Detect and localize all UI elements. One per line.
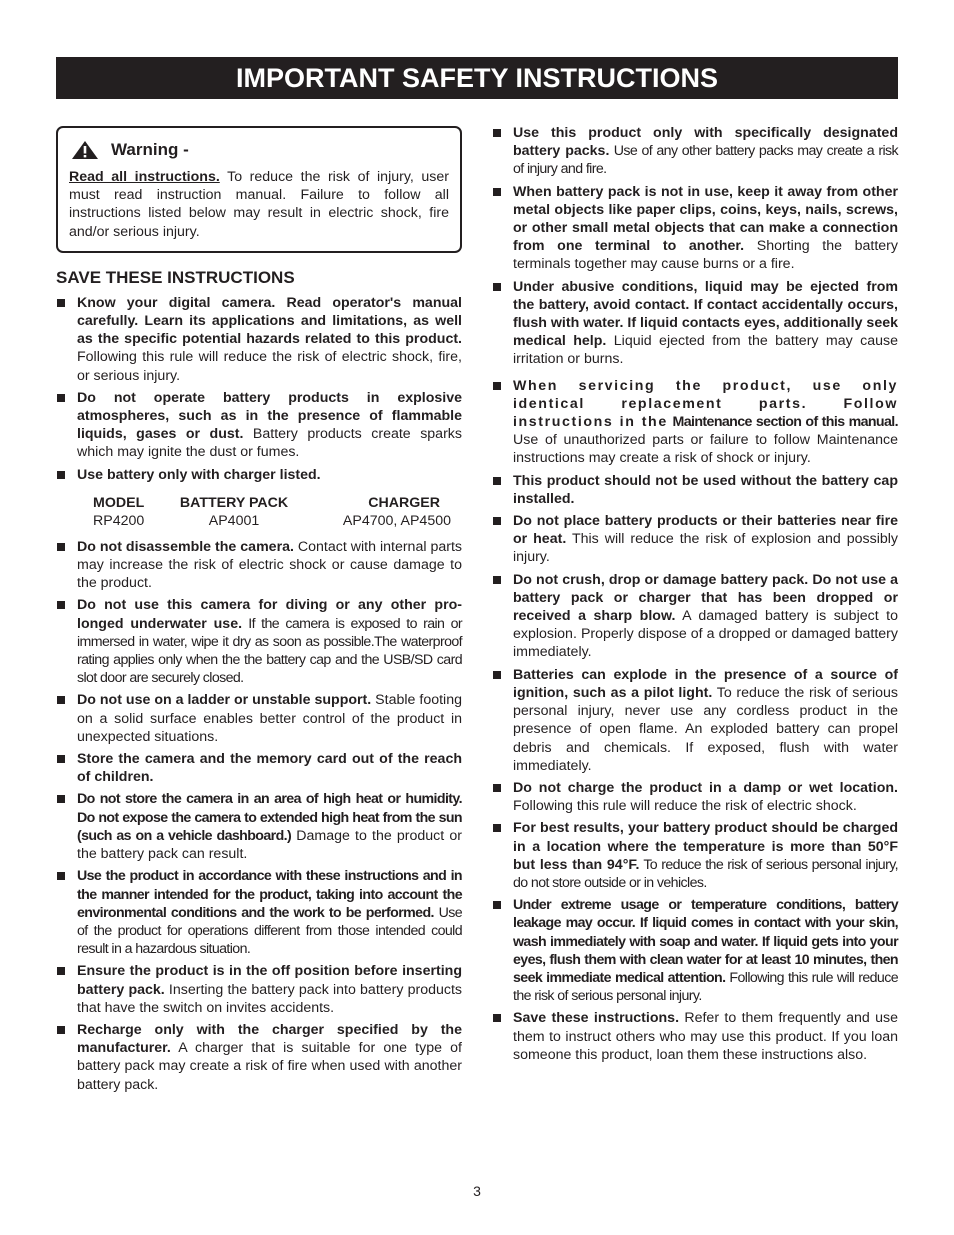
list-item xyxy=(56,1021,462,1094)
bullet-icon xyxy=(57,755,65,763)
list-item xyxy=(492,666,898,775)
item-bold: Use this product only with specifically designated battery packs. xyxy=(513,125,898,160)
list-item xyxy=(492,512,898,567)
table-cell: RP4200 xyxy=(93,512,145,529)
table-header: MODEL xyxy=(93,494,145,511)
right-column xyxy=(492,124,898,1068)
table-cell: AP4700, AP4500 xyxy=(342,512,451,529)
item-bold: Do not charge the product in a damp or wet location. xyxy=(513,779,898,796)
item-text: Refer to them frequently and use them to instruct others who may use this product. If you loan someone this product, loan them these instructions also. xyxy=(513,1010,898,1063)
list-item xyxy=(492,124,898,179)
item-bold: For best results, your battery product should be charged in a location where the temperature is more than 50°F but less than 94°F. xyxy=(513,820,898,873)
warning-title: Warning - xyxy=(111,139,189,159)
item-bold: Use battery only with charger listed. xyxy=(77,466,321,483)
item-text: Following this rule will reduce the risk of electric shock, fire, or serious injury. xyxy=(77,349,462,384)
list-item xyxy=(492,278,898,369)
item-bold: Know your digital camera. Read operator's manual carefully. Learn its applications and limitations, as well as the specific potential hazards related to this product. xyxy=(77,294,462,348)
item-bold: Do not place battery products or their batteries near fire or heat. xyxy=(513,513,898,548)
warning-header xyxy=(71,140,449,160)
item-bold: Store the camera and the memory card out of the reach of children. xyxy=(77,751,462,786)
list-item xyxy=(56,867,462,958)
list-item xyxy=(492,183,898,274)
list-item xyxy=(56,790,462,863)
list-item xyxy=(56,466,462,484)
warning-lead: Read all instructions. xyxy=(69,169,220,185)
list-item xyxy=(56,389,462,462)
bullet-icon xyxy=(493,824,501,832)
bullet-icon xyxy=(57,1026,65,1034)
list-item xyxy=(56,538,462,593)
item-bold: Batteries can explode in the presence of a source of ignition, such as a pilot light. xyxy=(513,666,898,701)
item-text: Use of any other battery packs may create a risk of injury and fire. xyxy=(513,143,898,178)
item-bold: Under abusive conditions, liquid may be ejected from the battery, avoid contact. If contact accidentally occurs, flush with water. If liquid contacts eyes, additionally seek medical help. xyxy=(513,278,898,350)
bullet-icon xyxy=(493,188,501,196)
bullet-icon xyxy=(493,382,501,390)
item-text: Contact with internal parts may increase the risk of electric shock or cause damage to the product. xyxy=(77,538,462,592)
list-item xyxy=(56,294,462,385)
bullet-icon xyxy=(493,671,501,679)
item-text: Inserting the battery pack into battery products that have the switch on invites accidents. xyxy=(77,981,462,1016)
list-item xyxy=(492,1009,898,1064)
item-bold: Do not operate battery products in explosive atmospheres, such as in the presence of flammable liquids, gases or dust. xyxy=(77,389,462,443)
table-header: CHARGER xyxy=(368,494,440,511)
item-bold: Use the product in accordance with these instructions and in the manner intended for the product, taking into account the environmental conditions and the work to be performed. xyxy=(77,868,462,921)
item-bold: Do not disassemble the camera. xyxy=(77,538,294,555)
item-text: If the camera is exposed to rain or immersed in water, wipe it dry as soon as possible.The waterproof rating applies only when the the battery cap and the USB/SD card slot door are securely closed. xyxy=(77,615,462,687)
item-text: Liquid ejected from the battery may cause irritation or burns. xyxy=(513,333,898,368)
bullet-icon xyxy=(493,517,501,525)
item-bold: When servicing the product, use only identical replacement parts. Follow instructions in the xyxy=(513,377,898,431)
page-title: IMPORTANT SAFETY INSTRUCTIONS xyxy=(56,57,898,99)
list-item xyxy=(492,472,898,508)
bullet-icon xyxy=(57,795,65,803)
save-instructions-heading: SAVE THESE INSTRUCTIONS xyxy=(56,267,295,287)
bullet-icon xyxy=(493,901,501,909)
list-item xyxy=(492,779,898,815)
item-bold: Maintenance section of this manual. xyxy=(672,414,898,431)
item-text: To reduce the risk of serious personal injury, do not store outside or in vehicles. xyxy=(513,856,898,891)
page-number: 3 xyxy=(473,1183,481,1199)
bullet-icon xyxy=(493,283,501,291)
bullet-icon xyxy=(57,543,65,551)
table-cell: AP4001 xyxy=(208,512,260,529)
bullet-icon xyxy=(57,471,65,479)
warning-text xyxy=(69,168,449,241)
item-bold: Under extreme usage or temperature conditions, battery leakage may occur. If liquid comes in contact with your skin, wash immediately with soap and water. If liquid gets into your eyes, flush them with clean water for at least 10 minutes, then seek immediate medical attention. xyxy=(513,897,898,986)
bullet-icon xyxy=(493,784,501,792)
bullet-icon xyxy=(57,601,65,609)
item-text: Damage to the product or the battery pack can result. xyxy=(77,827,462,863)
item-text: Use of unauthorized parts or failure to follow Maintenance instructions may create a risk of shock or injury. xyxy=(513,432,898,467)
item-text: Following this rule will reduce the risk of serious personal injury. xyxy=(513,969,898,1005)
item-text: Use of the product for operations different from those intended could result in a hazardous situation. xyxy=(77,904,462,958)
item-bold: Do not store the camera in an area of high heat or humidity. Do not expose the camera to extended high heat from the sun (such as on a vehicle dashboard.) xyxy=(77,791,462,844)
left-column xyxy=(56,126,462,1098)
item-text: Shorting the battery terminals together may cause burns or a fire. xyxy=(513,238,898,273)
table-row xyxy=(93,512,451,530)
list-item xyxy=(56,596,462,687)
item-text: A damaged battery is subject to explosion. Properly dispose of a dropped or damaged battery immediately. xyxy=(513,608,898,661)
bullet-icon xyxy=(57,394,65,402)
list-item xyxy=(56,750,462,786)
item-text: This will reduce the risk of explosion and possibly injury. xyxy=(513,531,898,566)
warning-box xyxy=(56,126,462,253)
bullet-icon xyxy=(493,129,501,137)
item-bold: Recharge only with the charger specified by the manufacturer. xyxy=(77,1021,462,1057)
item-bold: Do not crush, drop or damage battery pack. Do not use a battery pack or charger that has been dropped or received a sharp blow. xyxy=(513,571,898,625)
item-text: Battery products create sparks which may ignite the dust or fumes. xyxy=(77,426,462,461)
list-item xyxy=(56,962,462,1017)
item-text: To reduce the risk of serious personal injury, never use any cordless product in the presence of open flame. An exploded battery can propel debris and chemicals. If exposed, flush with water immediately. xyxy=(513,684,898,774)
bullet-icon xyxy=(57,696,65,704)
list-item xyxy=(492,571,898,662)
item-bold: Do not use on a ladder or unstable support. xyxy=(77,692,372,709)
item-bold: This product should not be used without the battery cap installed. xyxy=(513,472,898,507)
item-text: Stable footing on a solid surface enables better control of the product in unexpected situations. xyxy=(77,692,462,745)
battery-charger-table xyxy=(93,494,451,530)
item-bold: Do not use this camera for diving or any other pro-longed underwater use. xyxy=(77,597,462,632)
bullet-icon xyxy=(57,299,65,307)
bullet-icon xyxy=(57,872,65,880)
table-header: BATTERY PACK xyxy=(179,494,289,511)
item-text: A charger that is suitable for one type of battery pack may create a risk of fire when used with another battery pack. xyxy=(77,1040,462,1093)
item-text: Following this rule will reduce the risk of electric shock. xyxy=(513,798,857,815)
bullet-icon xyxy=(493,576,501,584)
item-bold: Ensure the product is in the off position before inserting battery pack. xyxy=(77,963,462,998)
warning-body: To reduce the risk of injury, user must read instruction manual. Failure to follow all instructions listed below may result in electric shock, fire and/or serious injury. xyxy=(69,169,449,240)
bullet-icon xyxy=(493,477,501,485)
warning-triangle-icon xyxy=(71,140,99,160)
list-item xyxy=(492,896,898,1005)
item-bold: When battery pack is not in use, keep it away from other metal objects like paper clips, coins, keys, nails, screws, or other small metal objects that can make a connection from one terminal to another. xyxy=(513,183,898,255)
table-header-row xyxy=(93,494,451,512)
list-item xyxy=(56,691,462,746)
list-item xyxy=(492,819,898,892)
item-bold: Save these instructions. xyxy=(513,1010,680,1027)
bullet-icon xyxy=(493,1014,501,1022)
bullet-icon xyxy=(57,967,65,975)
list-item xyxy=(492,377,898,468)
